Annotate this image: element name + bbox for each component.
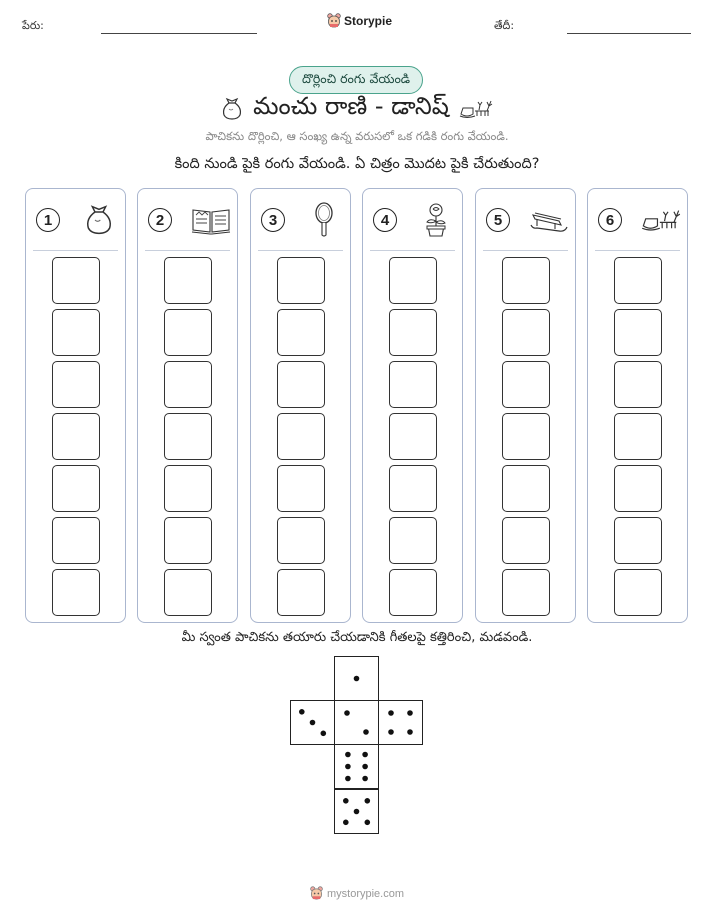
color-box[interactable]	[614, 413, 662, 460]
page-title: మంచు రాణి - డానిష్	[253, 92, 449, 120]
column-number: 3	[261, 208, 285, 232]
color-box[interactable]	[502, 257, 550, 304]
column-header	[373, 203, 456, 237]
color-box[interactable]	[52, 517, 100, 564]
column-header	[148, 203, 231, 237]
cut-instruction: మీ స్వంత పాచికను తయారు చేయడానికి గీతలపై కత్తిరించి, మడవండి.	[181, 630, 533, 645]
column-3	[250, 188, 351, 623]
dice-pip	[362, 776, 368, 782]
dice-pip	[344, 710, 350, 716]
color-box[interactable]	[164, 361, 212, 408]
color-box[interactable]	[389, 465, 437, 512]
color-box[interactable]	[614, 309, 662, 356]
column-divider	[370, 250, 455, 251]
color-box[interactable]	[52, 361, 100, 408]
footer-url: mystorypie.com	[326, 887, 405, 900]
column-4	[362, 188, 463, 623]
date-line	[567, 33, 691, 34]
column-divider	[258, 250, 343, 251]
dice-face-4	[378, 700, 423, 745]
column-number: 6	[598, 208, 622, 232]
column-header	[261, 203, 344, 237]
column-number: 2	[148, 208, 172, 232]
color-box[interactable]	[52, 569, 100, 616]
dice-pip	[388, 729, 394, 735]
dice-face-3	[290, 700, 335, 745]
column-6	[587, 188, 688, 623]
dice-pip	[354, 809, 360, 815]
column-header	[598, 203, 681, 237]
color-box[interactable]	[277, 257, 325, 304]
dice-face-6	[334, 744, 379, 789]
storypie-mascot-icon	[327, 13, 341, 29]
column-divider	[483, 250, 568, 251]
color-box[interactable]	[389, 309, 437, 356]
dice-face-2	[334, 700, 379, 745]
dice-pip	[299, 709, 305, 715]
color-box[interactable]	[502, 465, 550, 512]
brand-name: Storypie	[344, 14, 393, 28]
color-box[interactable]	[614, 517, 662, 564]
subtitle: పాచికను దొర్లించి, ఆ సంఖ్య ఉన్న వరుసలో ఒక గడికి రంగు వేయండి.	[205, 129, 509, 143]
dice-pip	[365, 798, 371, 804]
dice-pip	[365, 820, 371, 826]
color-box[interactable]	[277, 569, 325, 616]
dice-pip	[407, 710, 413, 716]
color-box[interactable]	[502, 517, 550, 564]
sack-icon	[79, 203, 119, 237]
color-box[interactable]	[614, 465, 662, 512]
storypie-mascot-icon	[310, 886, 323, 901]
column-header	[486, 203, 569, 237]
footer	[0, 886, 714, 901]
dice-pip	[310, 720, 316, 726]
color-box[interactable]	[614, 569, 662, 616]
column-header	[36, 203, 119, 237]
dice-pip	[343, 820, 349, 826]
sack-icon	[221, 97, 243, 121]
color-box[interactable]	[277, 413, 325, 460]
color-box[interactable]	[502, 569, 550, 616]
dice-face-5	[334, 789, 379, 834]
dice-pip	[345, 764, 351, 770]
color-box[interactable]	[389, 257, 437, 304]
color-box[interactable]	[389, 361, 437, 408]
dice-pip	[388, 710, 394, 716]
activity-badge: దొర్లించి రంగు వేయండి	[289, 66, 423, 94]
column-number: 4	[373, 208, 397, 232]
dice-pip	[363, 729, 369, 735]
date-label: తేదీ:	[494, 19, 515, 32]
reindeer-sleigh-icon	[641, 203, 681, 237]
column-divider	[595, 250, 680, 251]
title-row	[0, 92, 714, 126]
column-1	[25, 188, 126, 623]
dice-pip	[362, 752, 368, 758]
color-box[interactable]	[164, 569, 212, 616]
color-box[interactable]	[277, 517, 325, 564]
dice-pip	[343, 798, 349, 804]
instruction: కింది నుండి పైకి రంగు వేయండి. ఏ చిత్రం మొదట పైకి చేరుతుంది?	[174, 156, 540, 172]
column-number: 5	[486, 208, 510, 232]
column-divider	[145, 250, 230, 251]
color-box[interactable]	[502, 413, 550, 460]
sled-icon	[529, 203, 569, 237]
hand-mirror-icon	[304, 203, 344, 237]
color-box[interactable]	[52, 309, 100, 356]
dice-pip	[354, 676, 360, 682]
dice-pip	[362, 764, 368, 770]
color-box[interactable]	[277, 361, 325, 408]
color-box[interactable]	[164, 309, 212, 356]
color-box[interactable]	[389, 569, 437, 616]
dice-pip	[345, 752, 351, 758]
column-2	[137, 188, 238, 623]
color-box[interactable]	[502, 309, 550, 356]
column-number: 1	[36, 208, 60, 232]
name-label: పేరు:	[22, 19, 44, 32]
color-box[interactable]	[277, 309, 325, 356]
dice-pip	[407, 729, 413, 735]
open-book-icon	[191, 203, 231, 237]
color-box[interactable]	[614, 257, 662, 304]
color-box[interactable]	[502, 361, 550, 408]
color-box[interactable]	[389, 413, 437, 460]
color-box[interactable]	[164, 517, 212, 564]
column-5	[475, 188, 576, 623]
reindeer-sleigh-icon	[459, 98, 493, 120]
brand-logo	[327, 13, 392, 29]
dice-pip	[345, 776, 351, 782]
column-divider	[33, 250, 118, 251]
color-box[interactable]	[614, 361, 662, 408]
color-box[interactable]	[164, 413, 212, 460]
color-box[interactable]	[52, 413, 100, 460]
dice-pip	[321, 731, 327, 737]
color-box[interactable]	[164, 257, 212, 304]
color-box[interactable]	[52, 257, 100, 304]
color-box[interactable]	[277, 465, 325, 512]
color-box[interactable]	[389, 517, 437, 564]
dice-face-1	[334, 656, 379, 701]
color-box[interactable]	[164, 465, 212, 512]
color-box[interactable]	[52, 465, 100, 512]
name-line	[101, 33, 257, 34]
potted-rose-icon	[416, 203, 456, 237]
